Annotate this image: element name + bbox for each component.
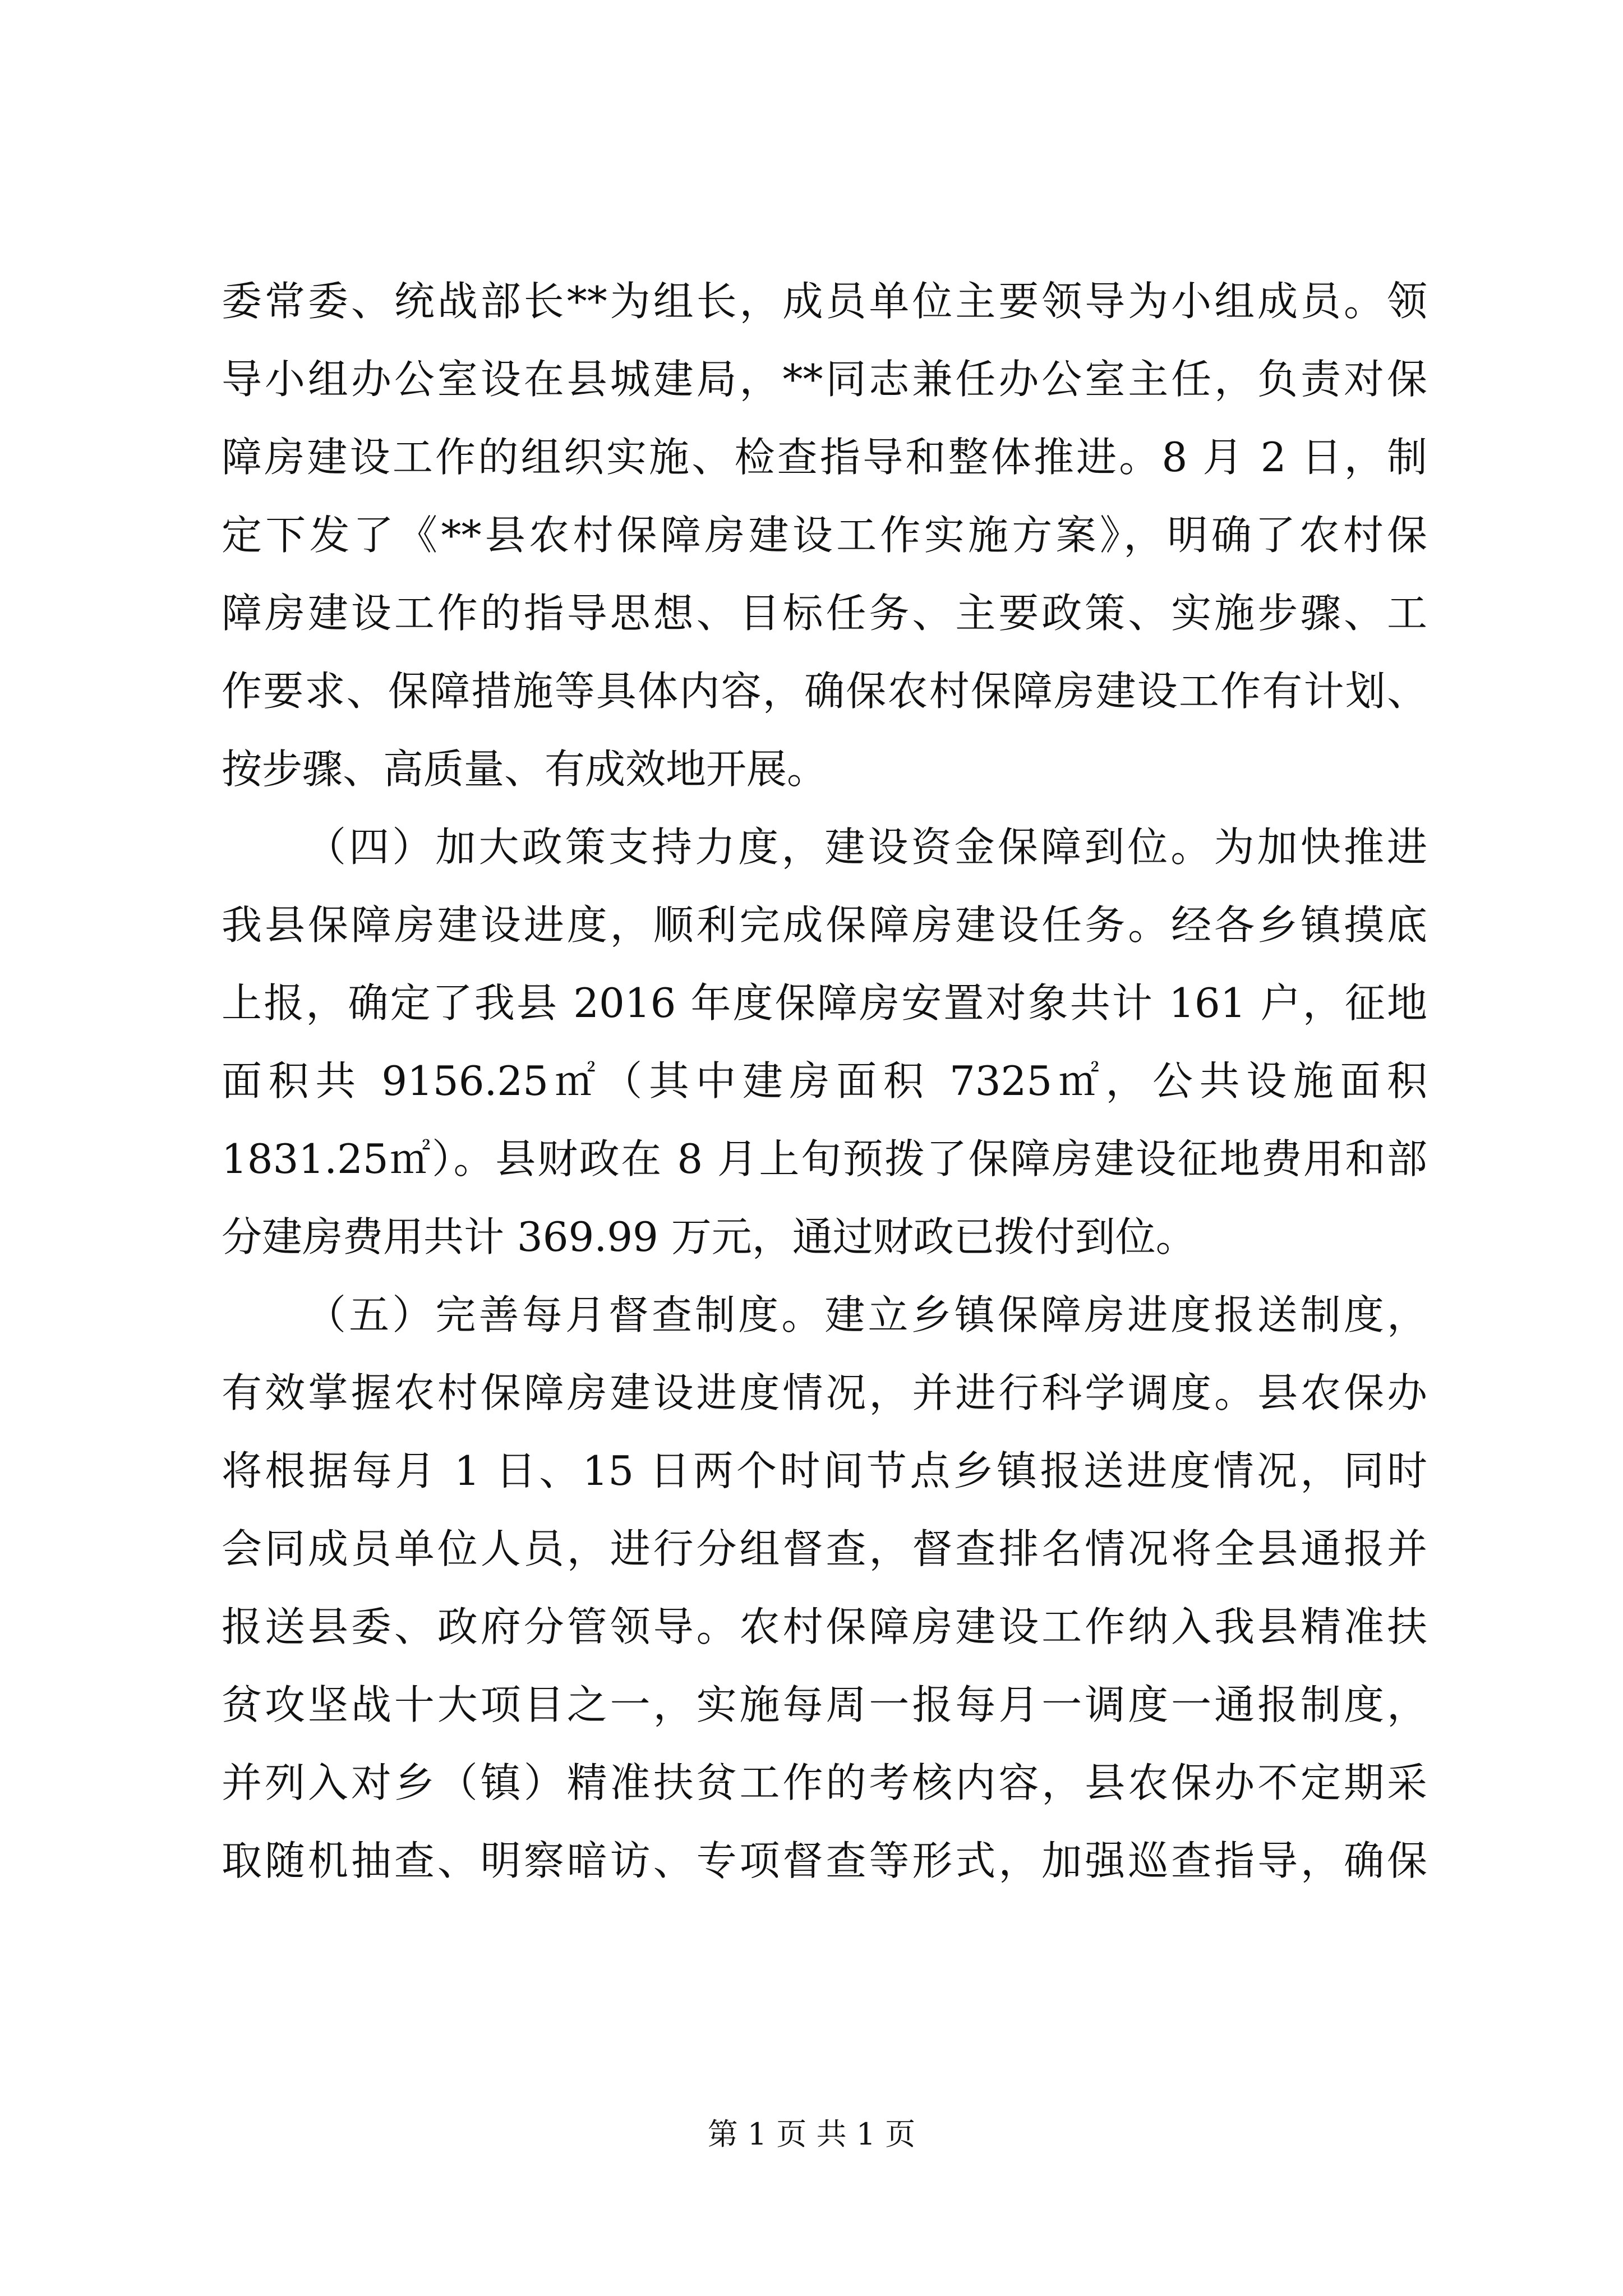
text-line: 会同成员单位人员，进行分组督查，督查排名情况将全县通报并 [222,1525,1427,1572]
text-line: 1831.25㎡）。县财政在 8 月上旬预拨了保障房建设征地费用和部 [222,1135,1427,1182]
text-line: 按步骤、高质量、有成效地开展。 [222,746,828,793]
text-line: 定下发了《**县农村保障房建设工作实施方案》，明确了农村保 [222,512,1427,559]
text-line: 报送县委、政府分管领导。农村保障房建设工作纳入我县精准扶 [222,1603,1427,1650]
text-line: 并列入对乡（镇）精准扶贫工作的考核内容，县农保办不定期采 [222,1759,1427,1806]
text-line: 上报，确定了我县 2016 年度保障房安置对象共计 161 户，征地 [222,979,1427,1027]
section-heading-line: （五）完善每月督查制度。建立乡镇保障房进度报送制度， [306,1291,1427,1338]
text-line: 委常委、统战部长**为组长，成员单位主要领导为小组成员。领 [222,278,1427,325]
page-footer: 第 1 页 共 1 页 [707,2116,916,2152]
text-line: 作要求、保障措施等具体内容，确保农村保障房建设工作有计划、 [222,668,1427,715]
document-body [222,263,1427,1900]
text-line: 我县保障房建设进度，顺利完成保障房建设任务。经各乡镇摸底 [222,901,1427,949]
text-line: 导小组办公室设在县城建局，**同志兼任办公室主任，负责对保 [222,356,1427,403]
text-line: 取随机抽查、明察暗访、专项督查等形式，加强巡查指导，确保 [222,1837,1427,1884]
text-line: 贫攻坚战十大项目之一，实施每周一报每月一调度一通报制度， [222,1681,1427,1728]
text-line: 有效掌握农村保障房建设进度情况，并进行科学调度。县农保办 [222,1369,1427,1416]
text-line: 面积共 9156.25㎡（其中建房面积 7325㎡，公共设施面积 [222,1057,1427,1105]
text-line: 障房建设工作的组织实施、检查指导和整体推进。8 月 2 日，制 [222,434,1427,481]
text-line: 分建房费用共计 369.99 万元，通过财政已拨付到位。 [222,1213,1196,1260]
text-line: 障房建设工作的指导思想、目标任务、主要政策、实施步骤、工 [222,590,1427,637]
section-heading-line: （四）加大政策支持力度，建设资金保障到位。为加快推进 [306,823,1427,871]
text-line: 将根据每月 1 日、15 日两个时间节点乡镇报送进度情况，同时 [222,1447,1427,1494]
